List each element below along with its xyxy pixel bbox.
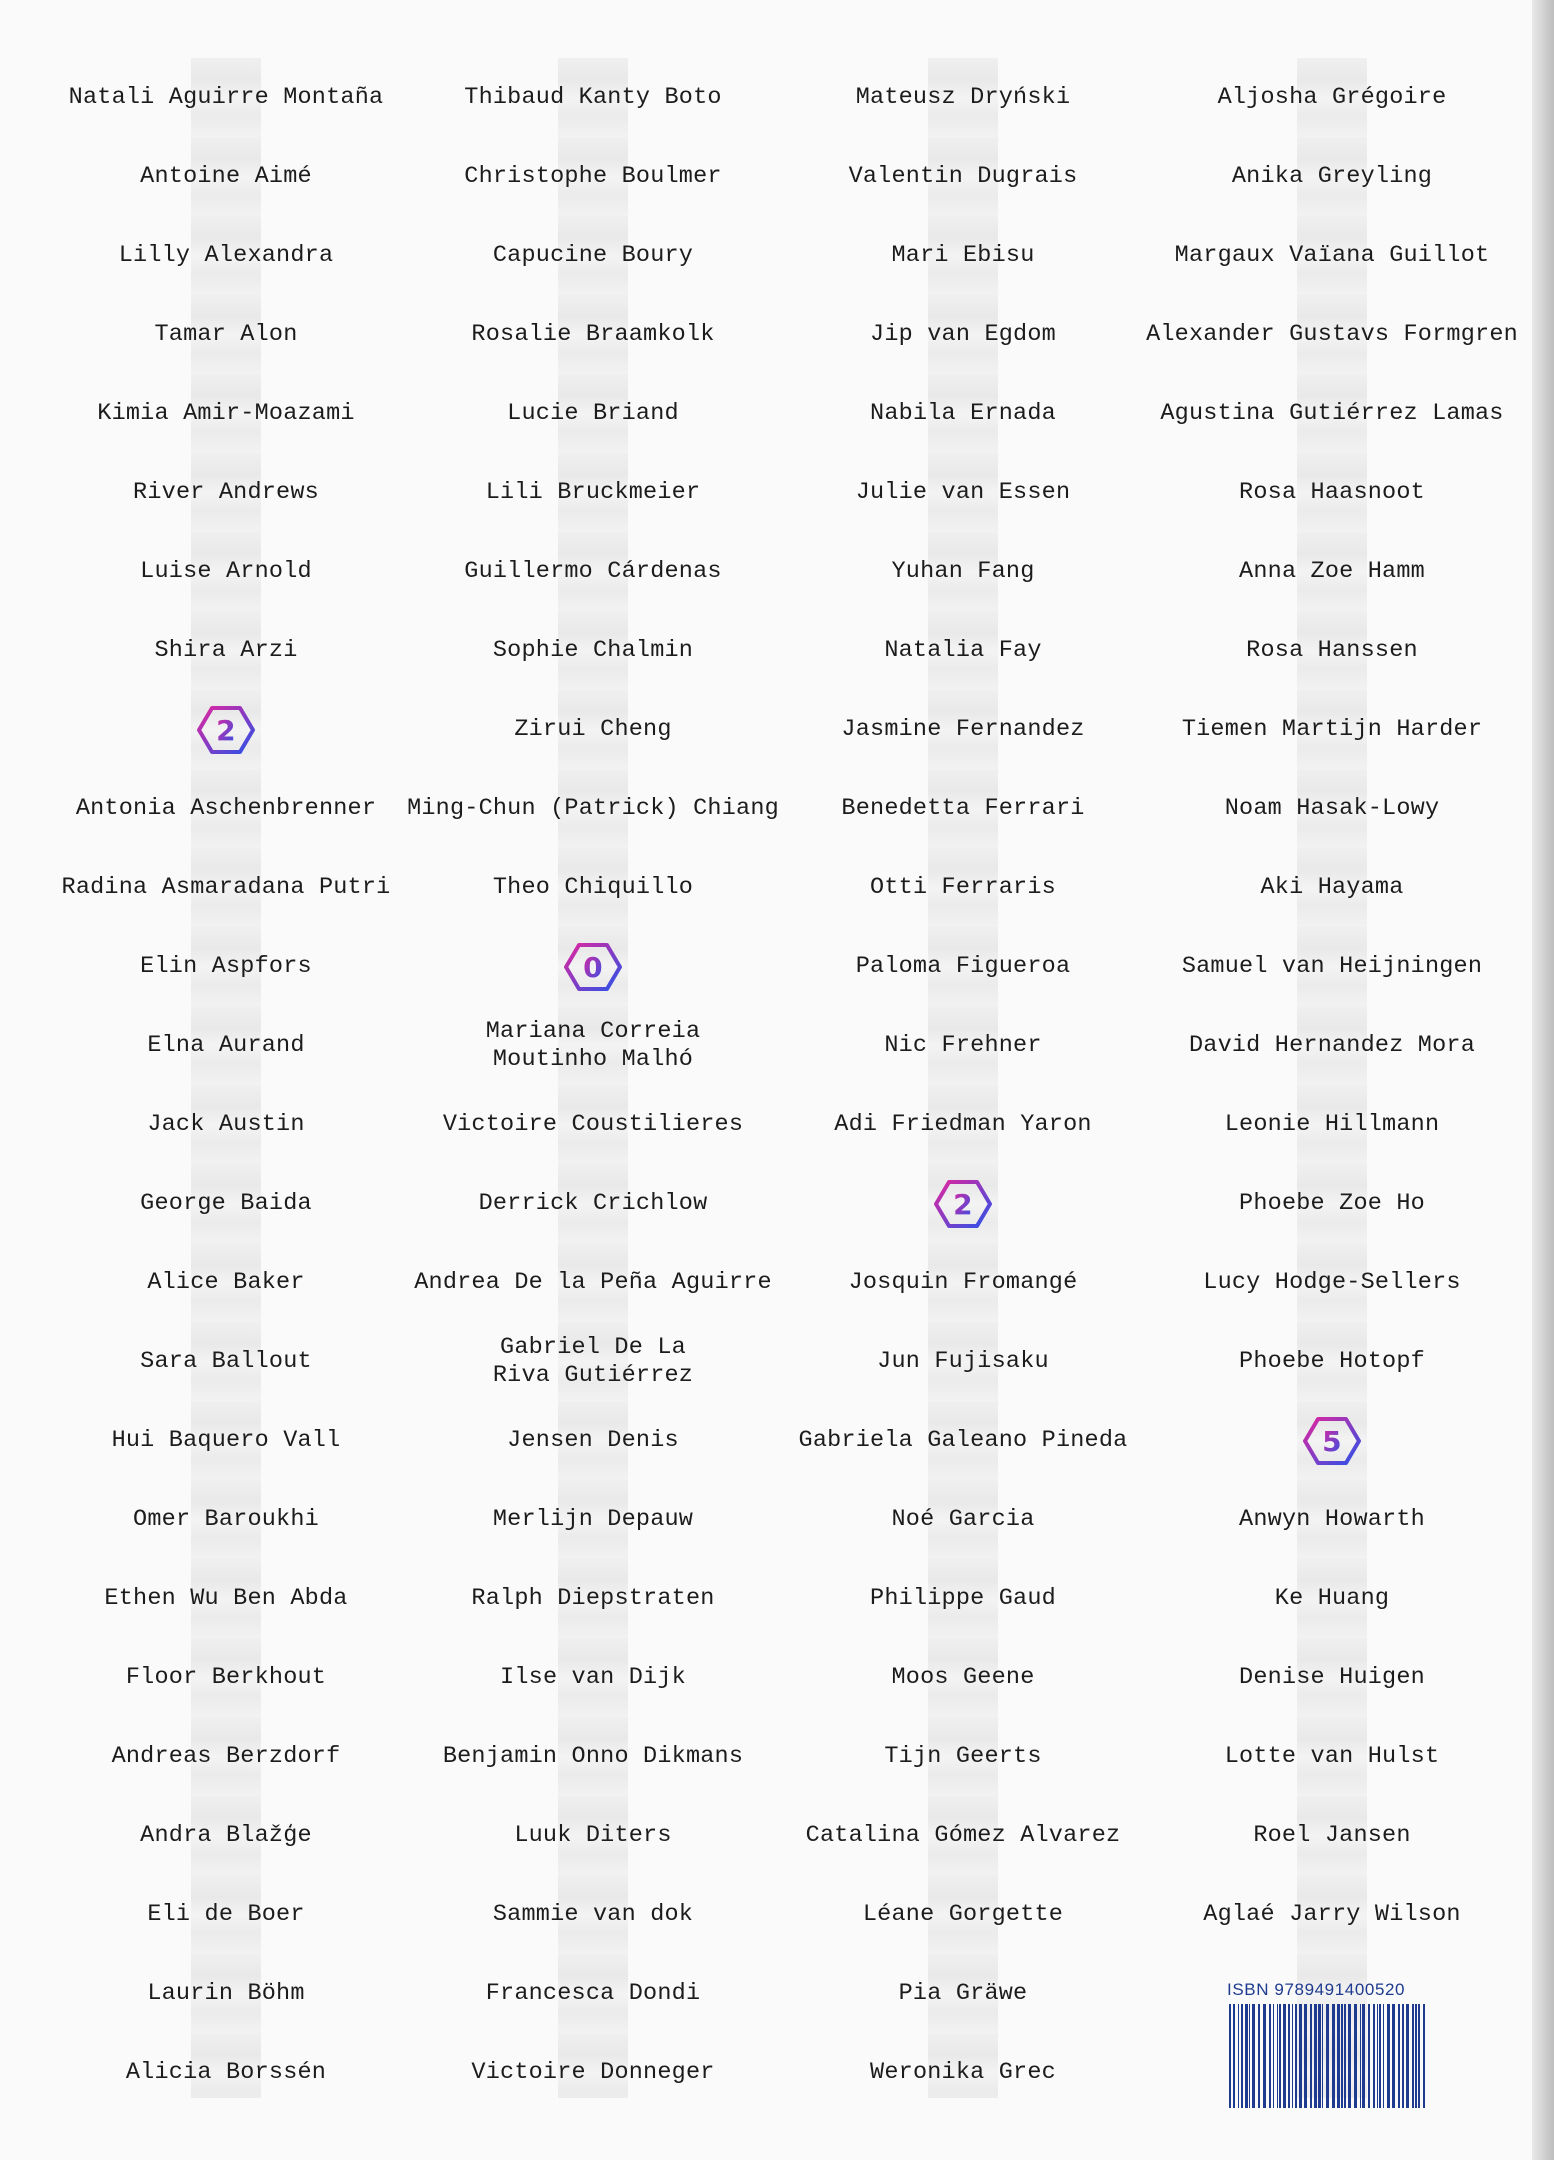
contributor-name [45,1559,407,1638]
contributor-name [407,1954,779,2033]
barcode-bar [1379,2004,1381,2108]
barcode-bar [1337,2004,1340,2108]
barcode-bar [1354,2004,1357,2108]
contributor-name-line: Jack Austin [147,1110,305,1138]
barcode-bar [1341,2004,1343,2108]
contributor-name [779,58,1147,137]
contributor-name-line: Anwyn Howarth [1239,1505,1425,1533]
contributor-name-line: Francesca Dondi [485,1979,701,2007]
contributor-name-line: Jensen Denis [507,1426,679,1454]
barcode-bar [1283,2004,1286,2108]
contributor-name-line: Andrea De la Peña Aguirre [414,1268,772,1296]
contributor-name [1147,453,1517,532]
contributor-name-line: Samuel van Heijningen [1181,952,1483,980]
contributor-name [779,1085,1147,1164]
contributor-name [779,453,1147,532]
contributor-name-line: Phoebe Zoe Ho [1239,1189,1425,1217]
contributor-name-line: Omer Baroukhi [133,1505,319,1533]
barcode-bar [1288,2004,1290,2108]
contributor-name-line: Ming-Chun (Patrick) Chiang [407,794,779,822]
barcode-bar [1402,2004,1404,2108]
contributor-name-line: Mariana Correia [485,1017,701,1045]
contributor-name-line: Rosalie Braamkolk [471,320,715,348]
contributor-name [1147,1796,1517,1875]
contributor-name [1147,58,1517,137]
isbn-number: ISBN 9789491400520 [1227,1980,1406,1999]
barcode-bar [1238,2004,1239,2108]
contributor-name [407,1717,779,1796]
barcode-bar [1423,2004,1425,2108]
contributor-name-line: Nic Frehner [884,1031,1042,1059]
barcode-bar [1412,2004,1414,2108]
contributor-name [45,1480,407,1559]
contributor-name [45,1006,407,1085]
contributor-name [779,2033,1147,2112]
barcode-bar [1392,2004,1395,2108]
hexagon-number-badge [407,927,779,1006]
contributor-name [407,1559,779,1638]
contributor-name-line: David Hernandez Mora [1188,1031,1476,1059]
contributor-name-line: River Andrews [133,478,319,506]
barcode-bar [1249,2004,1250,2108]
contributor-name [407,2033,779,2112]
contributor-name-line: Capucine Boury [492,241,694,269]
contributor-name-line: Kimia Amir-Moazami [97,399,355,427]
contributor-name-line: Victoire Coustilieres [442,1110,744,1138]
barcode-icon [1227,2002,1429,2110]
contributor-name-line: Luuk Diters [514,1821,672,1849]
contributor-name-line: Sophie Chalmin [492,636,694,664]
barcode-bar [1326,2004,1329,2108]
contributor-name-line: Alice Baker [147,1268,305,1296]
contributor-name [779,1638,1147,1717]
barcode-bar [1277,2004,1278,2108]
contributor-name-line: Natali Aguirre Montaña [68,83,384,111]
contributor-name-line: Gabriel De La [500,1333,686,1361]
barcode-bar [1258,2004,1260,2108]
contributor-name [45,769,407,848]
contributor-name-line: George Baida [140,1189,312,1217]
contributor-name-line: Aglaé Jarry Wilson [1203,1900,1461,1928]
contributor-name-line: Sara Ballout [140,1347,312,1375]
contributor-name [45,1796,407,1875]
contributor-name-line: Sammie van dok [492,1900,694,1928]
barcode-bar [1304,2004,1307,2108]
contributor-name-line: Agustina Gutiérrez Lamas [1160,399,1504,427]
contributor-name [45,137,407,216]
name-column-1 [45,58,407,2108]
contributor-name-line: Elna Aurand [147,1031,305,1059]
contributor-name-line: Noé Garcia [891,1505,1035,1533]
contributor-name [407,1006,779,1085]
barcode-bar [1279,2004,1281,2108]
contributor-name-line: Hui Baquero Vall [111,1426,341,1454]
contributor-name-line: Lotte van Hulst [1224,1742,1440,1770]
contributor-name-line: Antoine Aimé [140,162,312,190]
barcode-bar [1387,2004,1390,2108]
contributor-name-line: Yuhan Fang [891,557,1035,585]
contributor-name [45,1243,407,1322]
barcode-bar [1383,2004,1384,2108]
contributor-name [407,1875,779,1954]
contributor-name [407,1638,779,1717]
contributor-name [45,216,407,295]
contributor-name-line: Andreas Berzdorf [111,1742,341,1770]
barcode-bar [1292,2004,1293,2108]
barcode-bar [1273,2004,1274,2108]
contributor-name-line: Tamar Alon [154,320,298,348]
contributor-name [407,1480,779,1559]
barcode-bar [1368,2004,1370,2108]
contributor-name [779,1796,1147,1875]
contributor-name-line: Derrick Crichlow [478,1189,708,1217]
isbn-block [1227,1978,1432,2114]
contributor-name-line: Shira Arzi [154,636,298,664]
contributor-name [45,1954,407,2033]
barcode-bar [1360,2004,1361,2108]
contributor-name-line: Tijn Geerts [884,1742,1042,1770]
barcode-bar [1314,2004,1317,2108]
contributor-name [779,848,1147,927]
contributor-name-line: Jun Fujisaku [877,1347,1049,1375]
contributor-name-line: Catalina Gómez Alvarez [805,1821,1121,1849]
barcode-bar [1252,2004,1255,2108]
contributor-name [1147,1243,1517,1322]
contributor-name-line: Weronika Grec [870,2058,1056,2086]
contributor-name [407,1243,779,1322]
contributor-name [45,374,407,453]
contributor-name [779,532,1147,611]
hexagon-digit: 5 [1322,1424,1342,1458]
contributor-name-line: Eli de Boer [147,1900,305,1928]
contributor-name-line: Benedetta Ferrari [841,794,1085,822]
contributor-name [45,295,407,374]
contributor-name-line: Leonie Hillmann [1224,1110,1440,1138]
contributor-name [779,374,1147,453]
hexagon-icon [1303,1416,1361,1466]
contributor-name-line: Jasmine Fernandez [841,715,1085,743]
contributor-name [779,137,1147,216]
contributor-name [1147,927,1517,1006]
contributor-name [779,1717,1147,1796]
contributor-name [407,1085,779,1164]
barcode-bar [1322,2004,1323,2108]
contributor-name-line: Laurin Böhm [147,1979,305,2007]
contributor-name-line: Rosa Haasnoot [1239,478,1425,506]
contributor-name-line: Lucie Briand [507,399,679,427]
barcode-bar [1318,2004,1321,2108]
contributor-name-line: Guillermo Cárdenas [464,557,722,585]
contributor-name [45,532,407,611]
contributor-name-line: Anika Greyling [1231,162,1433,190]
barcode-bar [1233,2004,1235,2108]
contributor-name-line: Lucy Hodge-Sellers [1203,1268,1461,1296]
barcode-bar [1310,2004,1312,2108]
barcode-bar [1332,2004,1335,2108]
contributor-name [407,295,779,374]
barcode-bar [1362,2004,1365,2108]
contributor-name [779,216,1147,295]
contributor-name-line: Roel Jansen [1253,1821,1411,1849]
contributor-name [45,611,407,690]
contributor-name-line: Floor Berkhout [125,1663,327,1691]
contributor-name-line: Jip van Egdom [870,320,1056,348]
contributor-name-line: Philippe Gaud [870,1584,1056,1612]
contributor-name [1147,374,1517,453]
hexagon-icon [564,942,622,992]
contributor-name-line: Valentin Dugrais [848,162,1078,190]
contributor-name [1147,611,1517,690]
contributor-name [1147,216,1517,295]
barcode-bar [1299,2004,1302,2108]
contributor-name [779,1559,1147,1638]
contributor-name-line: Elin Aspfors [140,952,312,980]
contributor-name [407,611,779,690]
contributor-name [1147,1717,1517,1796]
contributor-name [407,769,779,848]
contributor-name [1147,1559,1517,1638]
hexagon-digit: 2 [216,713,236,747]
contributor-name-line: Rosa Hanssen [1246,636,1418,664]
contributor-name [779,1006,1147,1085]
barcode-bar [1245,2004,1248,2108]
contributor-name-line: Anna Zoe Hamm [1239,557,1425,585]
contributor-name [1147,769,1517,848]
hexagon-icon [197,705,255,755]
contributor-name [407,1164,779,1243]
contributor-name [407,137,779,216]
contributor-name-line: Ke Huang [1274,1584,1390,1612]
contributor-name [45,1401,407,1480]
hexagon-icon [934,1179,992,1229]
contributor-name [407,216,779,295]
barcode-bar [1295,2004,1297,2108]
barcode-bar [1241,2004,1243,2108]
cover-edge [1532,0,1554,2160]
contributor-name [45,1322,407,1401]
contributor-name [779,1480,1147,1559]
barcode-bar [1415,2004,1417,2108]
barcode-bar [1373,2004,1375,2108]
contributor-name-line: Zirui Cheng [514,715,672,743]
contributor-name-line: Léane Gorgette [862,1900,1064,1928]
hexagon-digit: 0 [583,950,603,984]
contributor-name [1147,1638,1517,1717]
contributor-name [45,453,407,532]
contributor-name-line: Pia Gräwe [898,1979,1028,2007]
contributor-name-line: Aki Hayama [1260,873,1404,901]
contributor-name-line: Antonia Aschenbrenner [75,794,377,822]
contributor-name-line: Thibaud Kanty Boto [464,83,722,111]
contributor-name-line: Benjamin Onno Dikmans [442,1742,744,1770]
contributor-name-line: Natalia Fay [884,636,1042,664]
contributor-name [1147,1085,1517,1164]
contributor-name-line: Tiemen Martijn Harder [1181,715,1483,743]
contributor-name [45,927,407,1006]
contributor-name-line: Ilse van Dijk [500,1663,686,1691]
contributor-name [45,848,407,927]
hexagon-number-badge [779,1164,1147,1243]
barcode-bar [1344,2004,1346,2108]
contributor-name [407,1401,779,1480]
contributor-name-line: Ralph Diepstraten [471,1584,715,1612]
name-column-3 [779,58,1147,2108]
contributor-name-line: Moutinho Malhó [492,1045,694,1073]
contributor-name-line: Ethen Wu Ben Abda [104,1584,348,1612]
contributor-name [1147,690,1517,769]
contributor-name [779,690,1147,769]
contributor-name [407,690,779,769]
contributor-name [1147,1164,1517,1243]
contributor-name [1147,848,1517,927]
contributor-name-line: Riva Gutiérrez [492,1361,694,1389]
contributor-name [779,1401,1147,1480]
contributor-name-line: Andra Blažģe [140,1821,312,1849]
contributor-name [1147,532,1517,611]
contributor-name [1147,295,1517,374]
contributor-name-line: Luise Arnold [140,557,312,585]
contributor-name [45,1164,407,1243]
hexagon-number-badge [45,690,407,769]
hexagon-number-badge [1147,1401,1517,1480]
barcode-bar [1377,2004,1378,2108]
contributor-name [779,927,1147,1006]
contributor-name-line: Adi Friedman Yaron [834,1110,1092,1138]
contributor-name-line: Denise Huigen [1239,1663,1425,1691]
contributor-name-line: Christophe Boulmer [464,162,722,190]
contributor-name-line: Otti Ferraris [870,873,1056,901]
name-column-4 [1147,58,1517,2108]
contributor-name-line: Theo Chiquillo [492,873,694,901]
contributor-name [1147,137,1517,216]
contributor-name [45,58,407,137]
contributor-name-line: Margaux Vaïana Guillot [1174,241,1490,269]
contributor-name [779,611,1147,690]
contributor-name-line: Noam Hasak-Lowy [1224,794,1440,822]
contributor-name-line: Phoebe Hotopf [1239,1347,1425,1375]
contributor-name-line: Lili Bruckmeier [485,478,701,506]
contributor-name [407,532,779,611]
contributor-name [45,1717,407,1796]
contributor-name [1147,1006,1517,1085]
contributor-name [407,1322,779,1401]
contributor-name-line: Mateusz Dryński [855,83,1071,111]
contributor-name-line: Aljosha Grégoire [1217,83,1447,111]
contributor-name [1147,1480,1517,1559]
contributor-name [1147,1322,1517,1401]
barcode-bar [1229,2004,1231,2108]
barcode-bar [1398,2004,1400,2108]
barcode-bar [1269,2004,1271,2108]
contributor-name [407,453,779,532]
contributor-name [779,1322,1147,1401]
barcode-bar [1263,2004,1266,2108]
barcode-bar [1418,2004,1420,2108]
name-column-2 [407,58,779,2108]
contributor-name [407,848,779,927]
contributor-name [45,1085,407,1164]
contributor-name-line: Mari Ebisu [891,241,1035,269]
contributor-name-line: Nabila Ernada [870,399,1056,427]
contributor-name-line: Merlijn Depauw [492,1505,694,1533]
barcode-bar [1348,2004,1351,2108]
contributor-name [779,1243,1147,1322]
contributor-name-line: Gabriela Galeano Pineda [798,1426,1128,1454]
contributor-name [45,1638,407,1717]
contributor-name-line: Alexander Gustavs Formgren [1146,320,1518,348]
contributor-name-line: Josquin Fromangé [848,1268,1078,1296]
contributor-name [779,1954,1147,2033]
contributor-name [779,295,1147,374]
contributor-name-line: Moos Geene [891,1663,1035,1691]
contributor-name-line: Paloma Figueroa [855,952,1071,980]
hexagon-digit: 2 [953,1187,973,1221]
contributor-name [779,769,1147,848]
contributor-name [779,1875,1147,1954]
contributor-name [45,2033,407,2112]
contributor-name [407,1796,779,1875]
contributor-name [1147,1875,1517,1954]
contributor-name [407,374,779,453]
contributor-name [407,58,779,137]
contributor-name-line: Julie van Essen [855,478,1071,506]
contributor-name-line: Victoire Donneger [471,2058,715,2086]
barcode-bar [1406,2004,1409,2108]
contributor-name [45,1875,407,1954]
contributor-name-line: Alicia Borssén [125,2058,327,2086]
contributor-name-line: Lilly Alexandra [118,241,334,269]
contributor-name-line: Radina Asmaradana Putri [61,873,391,901]
